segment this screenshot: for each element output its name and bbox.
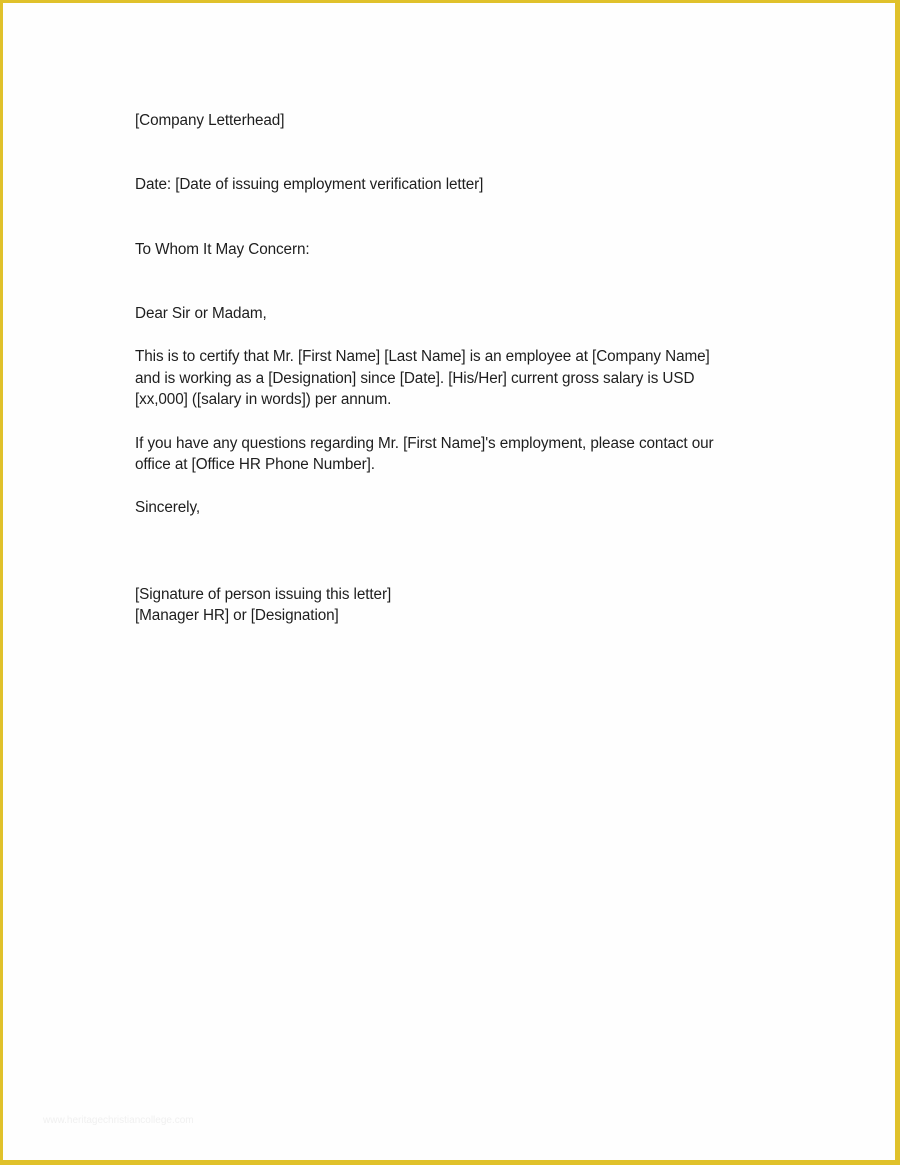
closing: Sincerely, xyxy=(135,499,201,516)
company-letterhead: [Company Letterhead] xyxy=(135,112,285,129)
paragraph-line: and is working as a [Designation] since [Date]. [His/Her] current gross salary is USD xyxy=(135,370,695,387)
date-line: Date: [Date of issuing employment verification letter] xyxy=(135,176,484,193)
paragraph-line: office at [Office HR Phone Number]. xyxy=(135,456,375,473)
addressee: To Whom It May Concern: xyxy=(135,241,310,258)
signer-title: [Manager HR] or [Designation] xyxy=(135,607,339,624)
signature-line: [Signature of person issuing this letter] xyxy=(135,586,392,603)
salutation: Dear Sir or Madam, xyxy=(135,305,267,322)
paragraph-line: This is to certify that Mr. [First Name] [Last Name] is an employee at [Company Name] xyxy=(135,348,710,365)
watermark: www.heritagechristiancollege.com xyxy=(43,1115,194,1126)
paragraph-line: If you have any questions regarding Mr. [First Name]'s employment, please contact our xyxy=(135,435,714,452)
paragraph-line: [xx,000] ([salary in words]) per annum. xyxy=(135,391,392,408)
